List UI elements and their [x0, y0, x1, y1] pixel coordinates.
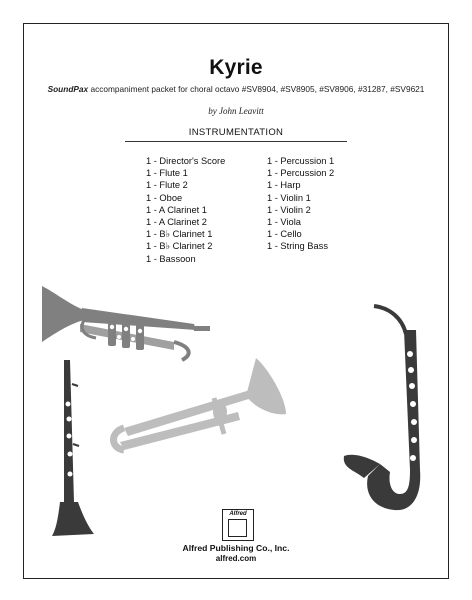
logo-mark-icon [228, 519, 247, 537]
instrument-illustration [24, 24, 450, 580]
list-item: 1 - Violin 1 [267, 192, 311, 203]
list-item: 1 - Flute 2 [146, 180, 188, 191]
list-item: 1 - Cello [267, 229, 302, 240]
list-item: 1 - A Clarinet 1 [146, 204, 207, 215]
list-item: 1 - Bassoon [146, 253, 196, 264]
list-item: 1 - B♭ Clarinet 2 [146, 241, 213, 252]
list-item: 1 - Percussion 2 [267, 168, 335, 179]
list-item: 1 - B♭ Clarinet 1 [146, 229, 213, 240]
page-title: Kyrie [209, 56, 263, 79]
list-item: 1 - Oboe [146, 192, 183, 203]
list-item: 1 - String Bass [267, 241, 328, 252]
publisher-name: Alfred Publishing Co., Inc. [182, 543, 290, 553]
logo-text: Alfred [229, 511, 247, 517]
list-item: 1 - Violin 2 [267, 204, 311, 215]
composer-byline: by John Leavitt [208, 106, 264, 116]
subtitle-brand: SoundPax [47, 84, 89, 94]
trumpet-icon [42, 286, 210, 360]
publisher-logo [222, 509, 254, 541]
instrumentation-heading: INSTRUMENTATION [188, 127, 284, 138]
trombone-icon [114, 358, 287, 450]
clarinet-icon [52, 360, 94, 536]
list-item: 1 - Harp [267, 180, 301, 191]
cover-page [23, 23, 449, 579]
publisher-website: alfred.com [215, 554, 257, 563]
list-item: 1 - Flute 1 [146, 168, 188, 179]
list-item: 1 - Percussion 1 [267, 156, 335, 166]
list-item: 1 - A Clarinet 2 [146, 217, 207, 228]
subtitle-text: accompaniment packet for choral octavo #SV8904, #SV8905, #SV8906, #31287, #SV9621 [88, 84, 425, 94]
list-item: 1 - Director's Score [146, 156, 226, 166]
list-item: 1 - Viola [267, 217, 301, 228]
saxophone-icon [344, 306, 420, 510]
